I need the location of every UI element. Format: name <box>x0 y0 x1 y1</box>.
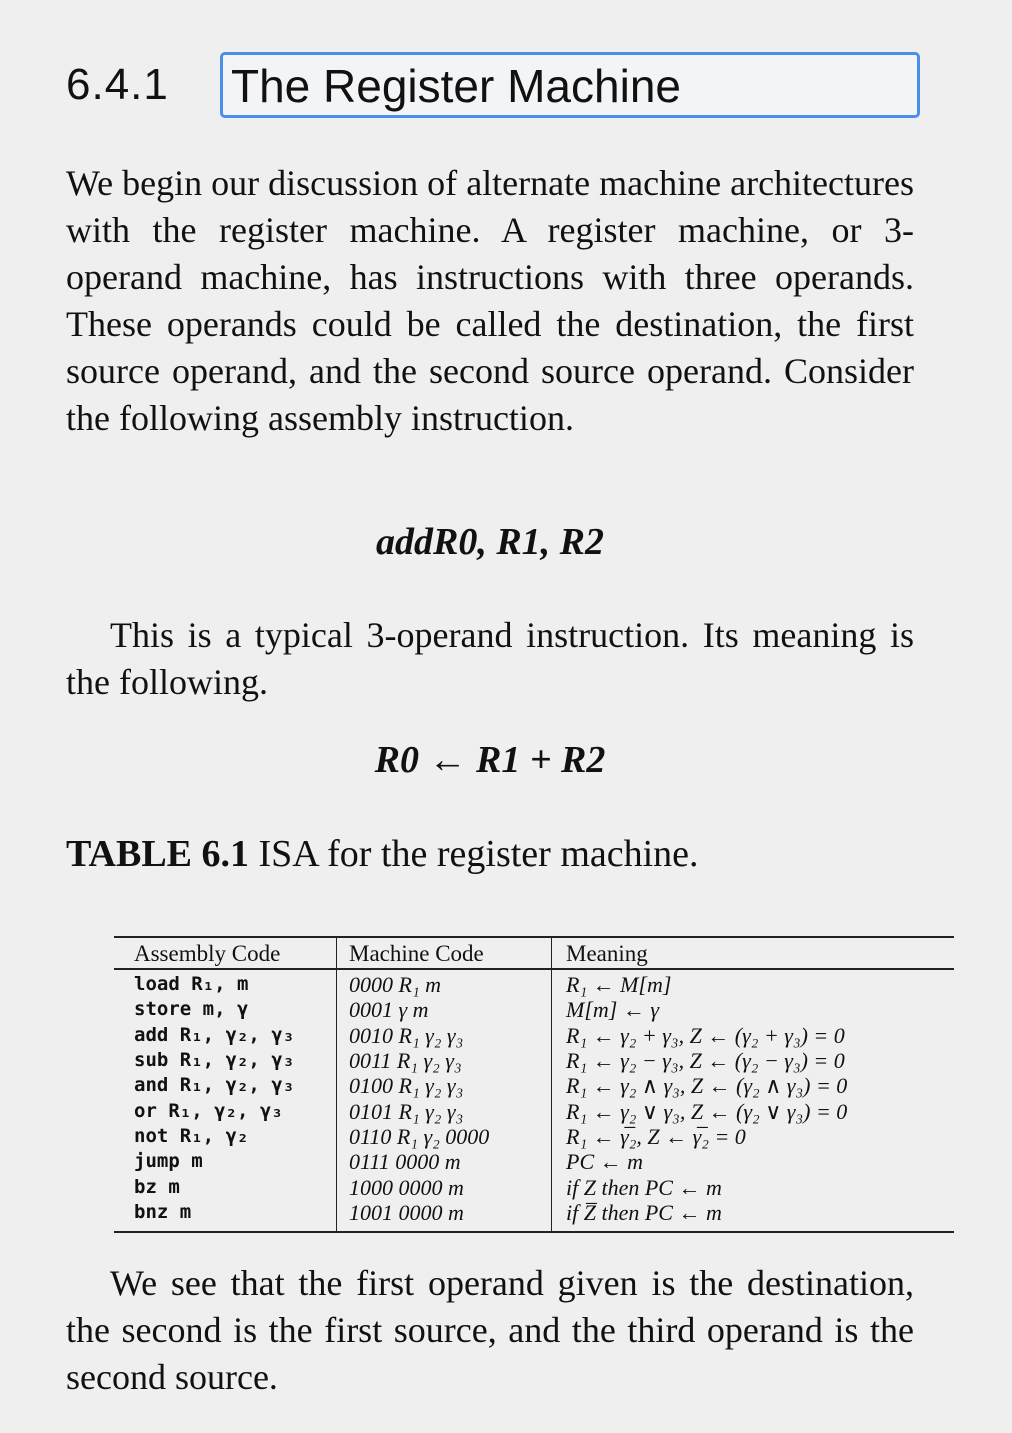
section-title-selection[interactable] <box>220 52 920 118</box>
assembly-cell: sub R₁, γ₂, γ₃ <box>114 1048 337 1073</box>
machine-code-cell: 0000 R₁ m <box>337 969 552 997</box>
table-row <box>114 1098 954 1123</box>
section-title[interactable]: The Register Machine <box>231 60 681 112</box>
table-row <box>114 1200 954 1232</box>
section-number: 6.4.1 <box>66 60 169 109</box>
machine-code-cell: 0111 0000 m <box>337 1149 552 1174</box>
assembly-cell: load R₁, m <box>114 969 337 997</box>
header-meaning: Meaning <box>552 937 955 969</box>
table-row <box>114 1124 954 1149</box>
section-heading <box>66 52 922 118</box>
intro-paragraph: We begin our discussion of alternate machine architectures with the register machine. A register machine, or 3-operand machine, has instructions with three operands. These operands could be called the destination, the first source operand, and the second source operand. Consider the following assembly instruction. <box>66 163 914 438</box>
machine-code-cell: 1001 0000 m <box>337 1200 552 1232</box>
table-row <box>114 1174 954 1199</box>
assembly-cell: and R₁, γ₂, γ₃ <box>114 1073 337 1098</box>
assembly-cell: jump m <box>114 1149 337 1174</box>
meaning-cell: R₁ ← M[m] <box>566 972 672 998</box>
header-assembly-code: Assembly Code <box>114 937 337 969</box>
meaning-cell: R₁ ← γ₂ − γ₃, Z ← (γ₂ − γ₃) = 0 <box>566 1048 845 1074</box>
table-caption <box>66 832 699 876</box>
machine-code-cell: 0100 R₁ γ₂ γ₃ <box>337 1073 552 1098</box>
meaning-cell: if Z̅ then PC ← m <box>566 1199 722 1225</box>
table-caption-label: TABLE 6.1 <box>66 833 250 875</box>
table-row <box>114 997 954 1022</box>
assembly-cell: bnz m <box>114 1200 337 1232</box>
meaning-cell: M[m] ← γ <box>566 997 660 1023</box>
isa-table <box>114 936 954 1233</box>
assembly-cell: bz m <box>114 1174 337 1199</box>
table-row <box>114 1023 954 1048</box>
machine-code-cell: 1000 0000 m <box>337 1174 552 1199</box>
table-caption-text: ISA for the register machine. <box>249 833 699 875</box>
machine-code-cell: 0001 γ m <box>337 997 552 1022</box>
table-row <box>114 1073 954 1098</box>
typical-paragraph: This is a typical 3-operand instruction. Its meaning is the following. <box>66 615 914 702</box>
table-row <box>114 1048 954 1073</box>
assembly-cell: or R₁, γ₂, γ₃ <box>114 1098 337 1123</box>
assembly-cell: store m, γ <box>114 997 337 1022</box>
conclusion-paragraph: We see that the first operand given is the destination, the second is the first source, and the third operand is the second source. <box>66 1263 914 1397</box>
header-machine-code: Machine Code <box>337 937 552 969</box>
machine-code-cell: 0011 R₁ γ₂ γ₃ <box>337 1048 552 1073</box>
meaning-cell: R₁ ← γ₂ ∨ γ₃, Z ← (γ₂ ∨ γ₃) = 0 <box>566 1098 848 1124</box>
meaning-cell: if Z then PC ← m <box>566 1174 722 1200</box>
assembly-cell: not R₁, γ₂ <box>114 1124 337 1149</box>
table-row <box>114 969 954 997</box>
meaning-cell: R₁ ← γ̅₂, Z ← γ̅₂ = 0 <box>566 1123 746 1149</box>
meaning-cell: R₁ ← γ₂ ∧ γ₃, Z ← (γ₂ ∧ γ₃) = 0 <box>566 1073 848 1099</box>
meaning-cell: R₁ ← γ₂ + γ₃, Z ← (γ₂ + γ₃) = 0 <box>566 1022 845 1048</box>
table-header-row <box>114 937 954 969</box>
assembly-cell: add R₁, γ₂, γ₃ <box>114 1023 337 1048</box>
machine-code-cell: 0110 R₁ γ₂ 0000 <box>337 1124 552 1149</box>
machine-code-cell: 0010 R₁ γ₂ γ₃ <box>337 1023 552 1048</box>
meaning-cell: PC ← m <box>566 1149 643 1175</box>
meaning-equation: R0 ← R1 + R2 <box>374 739 606 781</box>
table-row <box>114 1149 954 1174</box>
machine-code-cell: 0101 R₁ γ₂ γ₃ <box>337 1098 552 1123</box>
instruction-equation: addR0, R1, R2 <box>375 521 605 563</box>
